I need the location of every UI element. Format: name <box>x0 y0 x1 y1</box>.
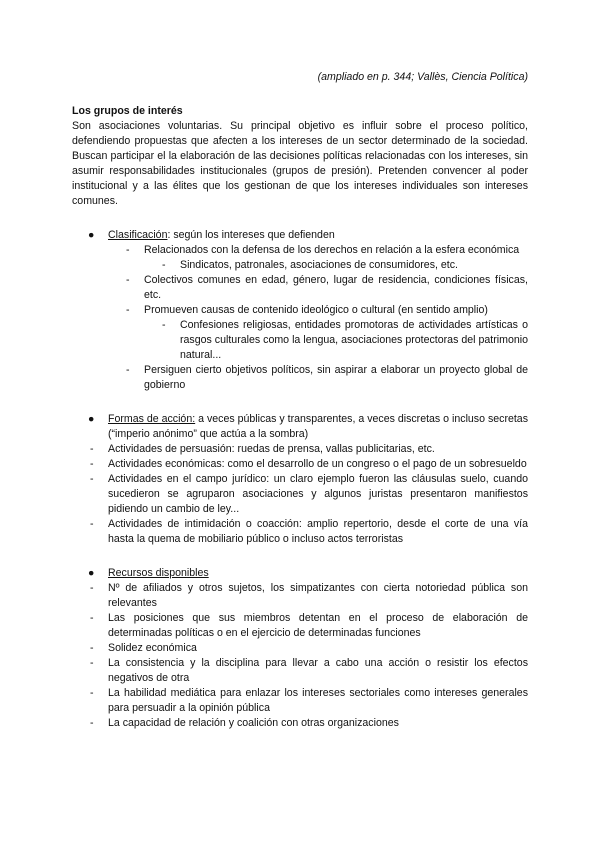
list-item <box>72 318 528 363</box>
formas-heading-label: Formas de acción: <box>108 413 196 425</box>
dash-icon: - <box>90 657 94 669</box>
list-item-text: Colectivos comunes en edad, género, lugar de residencia, condiciones físicas, etc. <box>144 274 528 301</box>
recursos-section <box>72 566 528 731</box>
list-item <box>72 243 528 258</box>
formas-section <box>72 412 528 547</box>
source-reference: (ampliado en p. 344; Vallès, Ciencia Política) <box>317 71 528 83</box>
dash-icon: - <box>90 717 94 729</box>
list-item-text: Relacionados con la defensa de los derechos en relación a la esfera económica <box>144 244 520 256</box>
clasificacion-section <box>72 228 528 393</box>
dash-icon: - <box>126 274 130 286</box>
bullet-icon: ● <box>88 229 95 241</box>
list-item <box>72 686 528 716</box>
dash-icon: - <box>162 259 166 271</box>
list-item-text: Actividades de persuasión: ruedas de prensa, vallas publicitarias, etc. <box>108 443 435 455</box>
dash-icon: - <box>126 244 130 256</box>
list-item-text: La habilidad mediática para enlazar los intereses sectoriales como intereses generales para persuadir a la opinión pública <box>108 687 528 714</box>
list-item-text: Persiguen cierto objetivos políticos, sin aspirar a elaborar un proyecto global de gobierno <box>144 364 528 391</box>
clasificacion-heading <box>72 228 528 243</box>
list-item <box>72 457 528 472</box>
dash-icon: - <box>90 612 94 624</box>
document-page <box>72 70 528 731</box>
list-item-text: Promueven causas de contenido ideológico o cultural (en sentido amplio) <box>144 304 488 316</box>
dash-icon: - <box>90 473 94 485</box>
list-item <box>72 273 528 303</box>
list-item-text: Actividades en el campo jurídico: un claro ejemplo fueron las cláusulas suelo, cuando sucedieron se agruparon asociaciones y algunos juristas presentaron manifiestos pidiendo un cambio de ley... <box>108 473 528 515</box>
clasificacion-heading-rest: : según los intereses que defienden <box>167 229 335 241</box>
formas-heading-rest: a veces públicas y transparentes, a veces discretas o incluso secretas (“imperio anónimo” que actúa a la sombra) <box>108 413 528 440</box>
dash-icon: - <box>90 687 94 699</box>
list-item-text: Actividades de intimidación o coacción: amplio repertorio, desde el corte de una vía hasta la quema de mobiliario público o incluso actos terroristas <box>108 518 528 545</box>
list-item <box>72 581 528 611</box>
formas-heading <box>72 412 528 442</box>
list-item <box>72 363 528 393</box>
recursos-heading-label: Recursos disponibles <box>108 567 209 579</box>
list-item <box>72 258 528 273</box>
dash-icon: - <box>90 582 94 594</box>
list-item-text: La consistencia y la disciplina para llevar a cabo una acción o resistir los efectos negativos de otra <box>108 657 528 684</box>
dash-icon: - <box>126 304 130 316</box>
list-item <box>72 442 528 457</box>
recursos-heading <box>72 566 528 581</box>
list-item <box>72 303 528 318</box>
list-item-text: Las posiciones que sus miembros detentan en el proceso de elaboración de determinadas políticas o en el ejercicio de determinadas funciones <box>108 612 528 639</box>
section-title: Los grupos de interés <box>72 105 183 117</box>
dash-icon: - <box>90 518 94 530</box>
list-item <box>72 716 528 731</box>
dash-icon: - <box>126 364 130 376</box>
list-item-text: Solidez económica <box>108 642 197 654</box>
intro-paragraph: Son asociaciones voluntarias. Su principal objetivo es influir sobre el proceso político, defendiendo propuestas que afecten a los intereses de un sector determinado de la sociedad. Buscan participar el la elaboración de las decisiones políticas relacionadas con los intereses, sin asumir responsabilidades institucionales (grupos de presión). Pretenden convencer al poder institucional y a las élites que los gestionan de que los intereses individuales son intereses comunes. <box>72 120 528 207</box>
list-item <box>72 472 528 517</box>
list-item <box>72 656 528 686</box>
list-item <box>72 611 528 641</box>
bullet-icon: ● <box>88 567 95 579</box>
list-item-text: Sindicatos, patronales, asociaciones de consumidores, etc. <box>180 259 458 271</box>
dash-icon: - <box>90 458 94 470</box>
list-item-text: Actividades económicas: como el desarrollo de un congreso o el pago de un sobresueldo <box>108 458 527 470</box>
dash-icon: - <box>90 642 94 654</box>
list-item-text: Nº de afiliados y otros sujetos, los simpatizantes con cierta notoriedad pública son relevantes <box>108 582 528 609</box>
clasificacion-heading-label: Clasificación <box>108 229 168 241</box>
dash-icon: - <box>90 443 94 455</box>
list-item <box>72 641 528 656</box>
bullet-icon: ● <box>88 413 95 425</box>
list-item-text: Confesiones religiosas, entidades promotoras de actividades artísticas o rasgos culturales como la lengua, asociaciones protectoras del patrimonio natural... <box>180 319 528 361</box>
list-item <box>72 517 528 547</box>
dash-icon: - <box>162 319 166 331</box>
list-item-text: La capacidad de relación y coalición con otras organizaciones <box>108 717 399 729</box>
